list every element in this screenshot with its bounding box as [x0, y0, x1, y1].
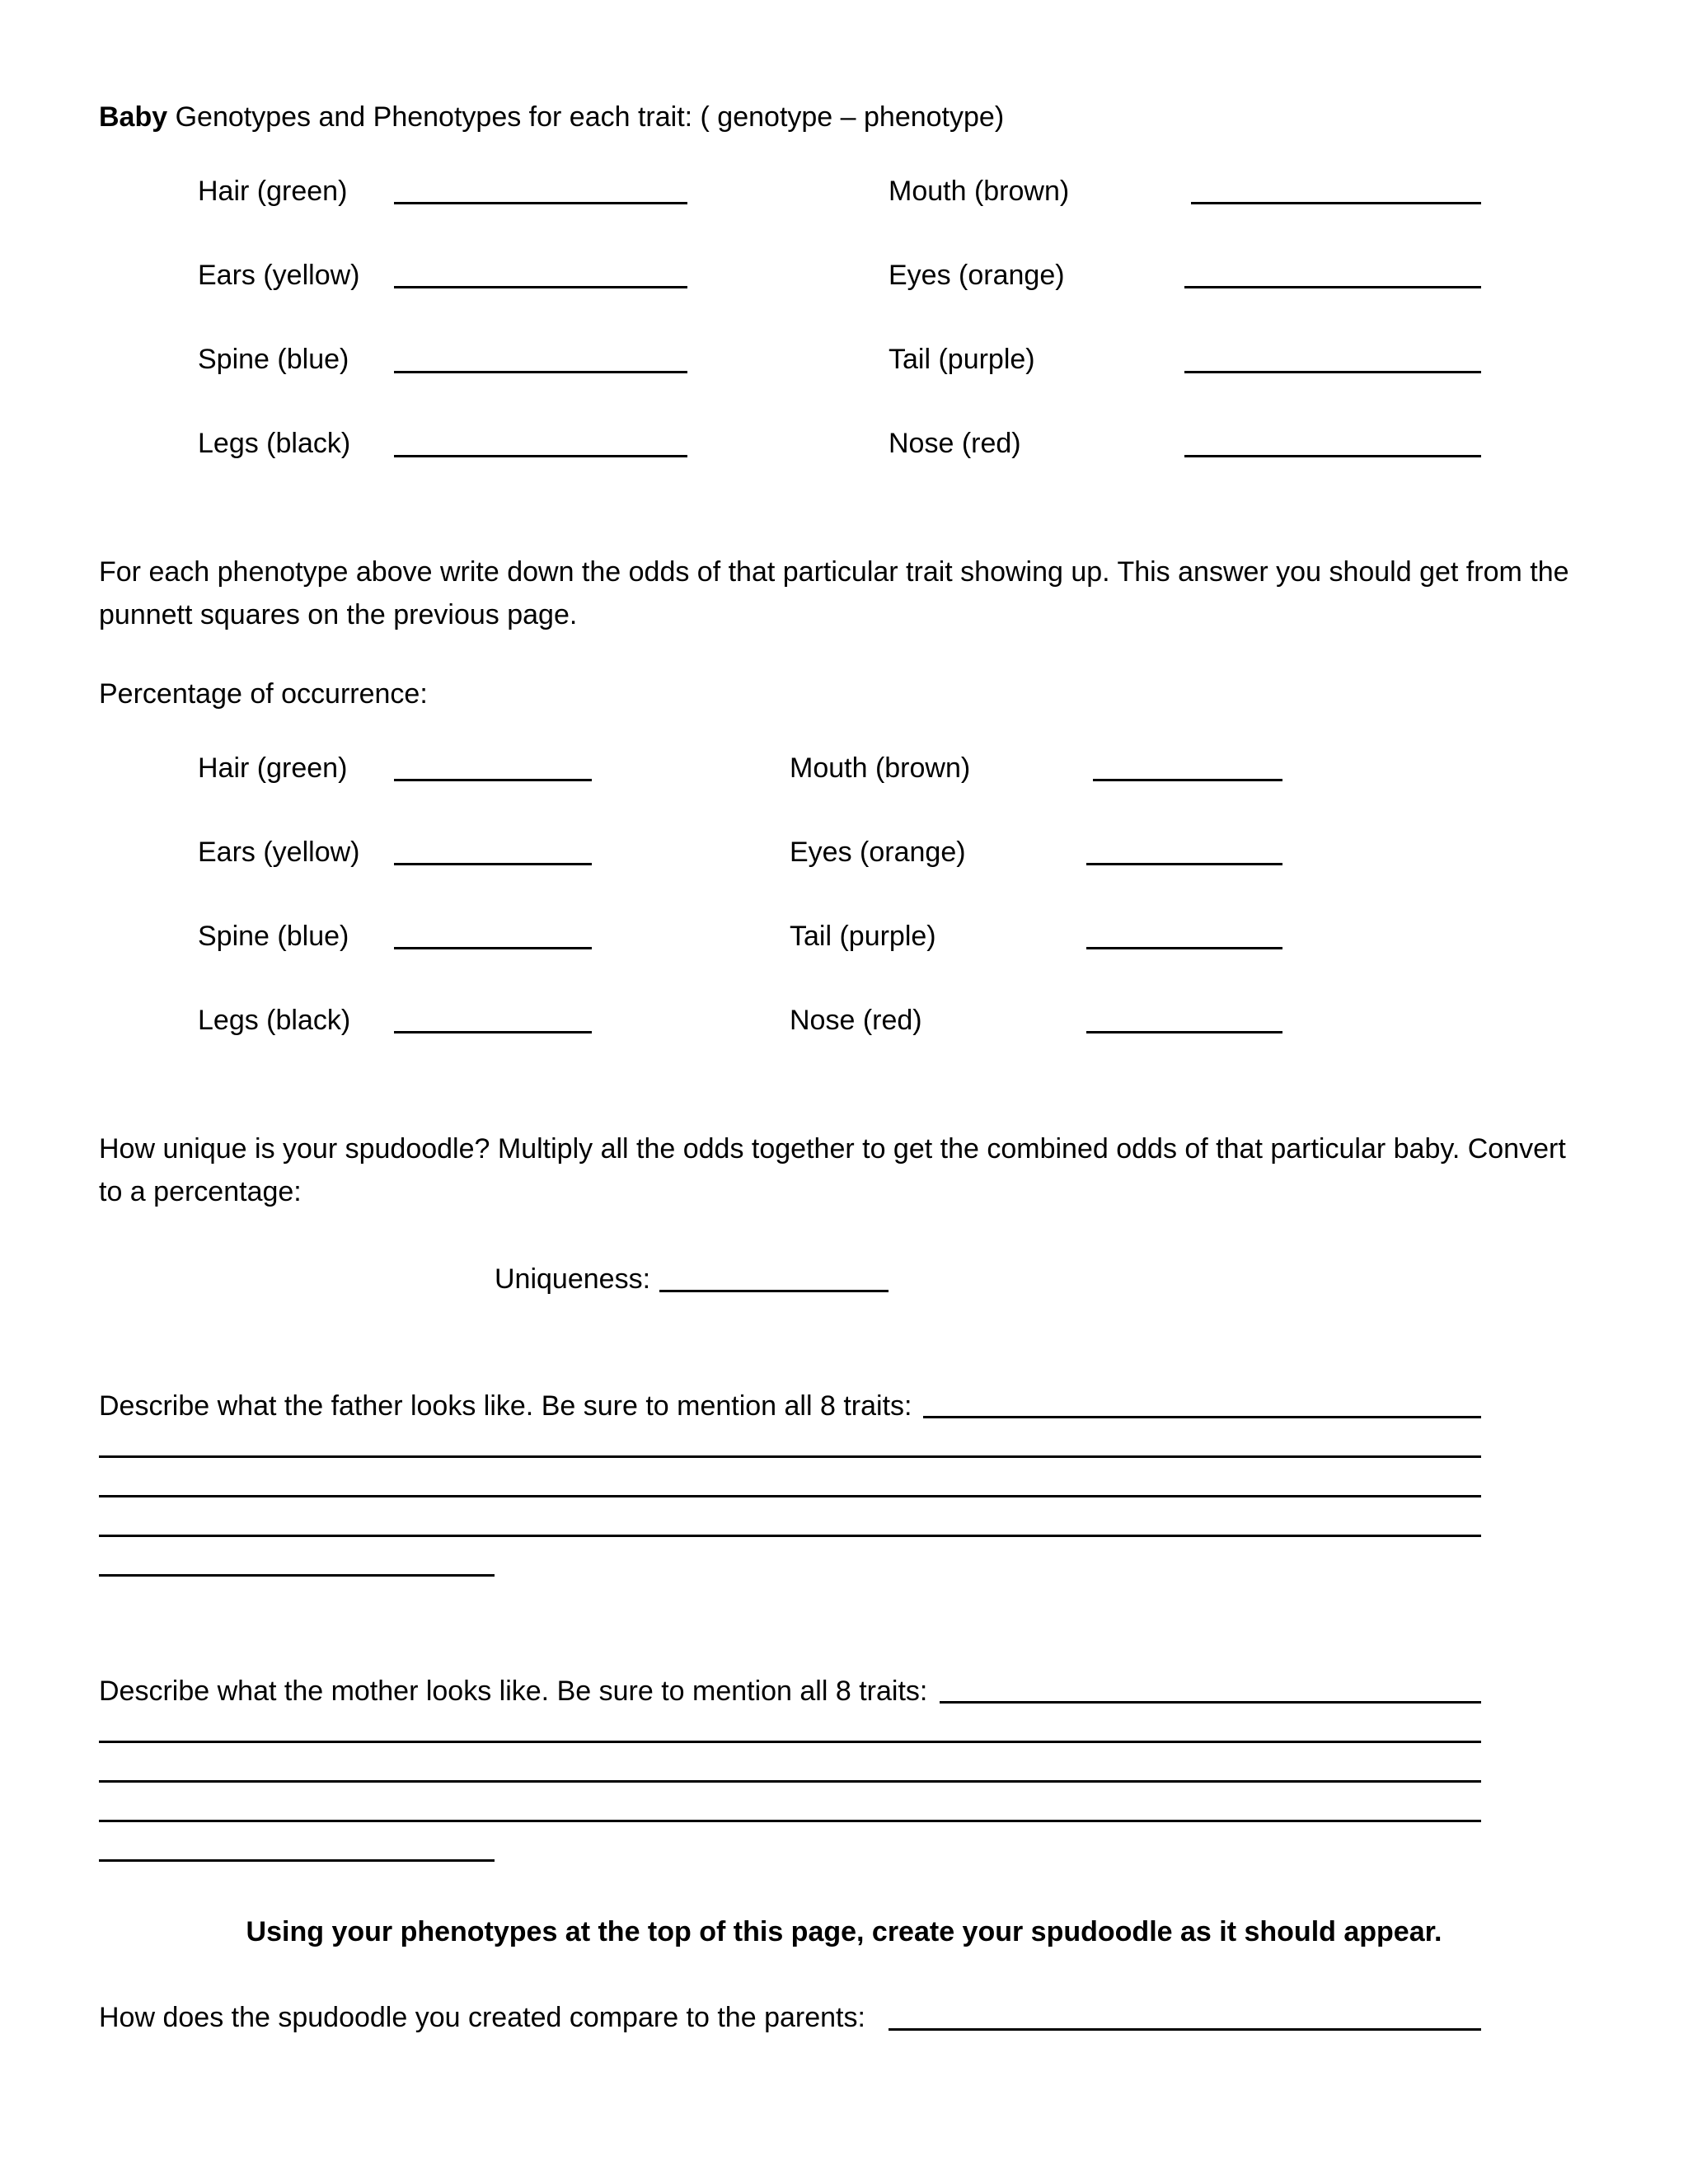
percentage-blank-spine[interactable]	[394, 947, 592, 949]
percentage-blank-mouth[interactable]	[1093, 779, 1282, 781]
mother-answer-line-1[interactable]	[940, 1701, 1481, 1704]
father-answer-line-3[interactable]	[99, 1495, 1481, 1497]
percentage-subtitle: Percentage of occurrence:	[99, 678, 428, 710]
genotype-blank-mouth[interactable]	[1191, 202, 1481, 204]
section1-title-rest: Genotypes and Phenotypes for each trait: ( genotype – phenotype)	[167, 101, 1005, 133]
percentage-blank-legs[interactable]	[394, 1031, 592, 1033]
percentage-label-ears: Ears (yellow)	[198, 837, 360, 868]
percentage-label-tail: Tail (purple)	[790, 921, 936, 952]
father-answer-line-1[interactable]	[923, 1416, 1481, 1418]
genotype-blank-hair[interactable]	[394, 202, 687, 204]
percentage-blank-eyes[interactable]	[1086, 863, 1282, 865]
compare-answer-line[interactable]	[889, 2028, 1481, 2031]
genotype-blank-spine[interactable]	[394, 371, 687, 373]
mother-answer-line-4[interactable]	[99, 1820, 1481, 1822]
father-answer-line-5[interactable]	[99, 1574, 495, 1577]
genotype-label-mouth: Mouth (brown)	[889, 176, 1070, 207]
genotype-blank-ears[interactable]	[394, 286, 687, 288]
mother-prompt: Describe what the mother looks like. Be sure to mention all 8 traits:	[99, 1675, 928, 1707]
mother-answer-line-5[interactable]	[99, 1859, 495, 1862]
compare-prompt: How does the spudoodle you created compare to the parents:	[99, 2002, 865, 2033]
genotype-blank-legs[interactable]	[394, 455, 687, 457]
percentage-label-nose: Nose (red)	[790, 1005, 922, 1036]
genotype-label-eyes: Eyes (orange)	[889, 260, 1065, 291]
percentage-blank-ears[interactable]	[394, 863, 592, 865]
uniqueness-blank[interactable]	[659, 1290, 889, 1292]
uniqueness-instructions: How unique is your spudoodle? Multiply all the odds together to get the combined odds of that particular baby. Convert to a percentage:	[99, 1133, 1566, 1207]
genotype-blank-nose[interactable]	[1184, 455, 1481, 457]
percentage-label-eyes: Eyes (orange)	[790, 837, 966, 868]
percentage-blank-nose[interactable]	[1086, 1031, 1282, 1033]
genotype-label-legs: Legs (black)	[198, 428, 351, 459]
genotype-label-spine: Spine (blue)	[198, 344, 349, 375]
father-answer-line-2[interactable]	[99, 1455, 1481, 1458]
genotype-label-ears: Ears (yellow)	[198, 260, 360, 291]
percentage-label-spine: Spine (blue)	[198, 921, 349, 952]
section1-title	[99, 101, 1004, 134]
percentage-blank-tail[interactable]	[1086, 947, 1282, 949]
genotype-label-hair: Hair (green)	[198, 176, 348, 207]
genotype-label-tail: Tail (purple)	[889, 344, 1035, 375]
uniqueness-label: Uniqueness:	[495, 1263, 651, 1295]
percentage-label-legs: Legs (black)	[198, 1005, 351, 1036]
father-answer-line-4[interactable]	[99, 1535, 1481, 1537]
genotype-blank-tail[interactable]	[1184, 371, 1481, 373]
genotype-blank-eyes[interactable]	[1184, 286, 1481, 288]
mother-answer-line-2[interactable]	[99, 1741, 1481, 1743]
percentage-label-mouth: Mouth (brown)	[790, 752, 971, 784]
percentage-blank-hair[interactable]	[394, 779, 592, 781]
genotype-label-nose: Nose (red)	[889, 428, 1021, 459]
odds-instructions: For each phenotype above write down the odds of that particular trait showing up. This answer you should get from the punnett squares on the previous page.	[99, 556, 1569, 630]
father-prompt: Describe what the father looks like. Be sure to mention all 8 traits:	[99, 1390, 912, 1422]
section1-title-bold: Baby	[99, 101, 168, 133]
mother-answer-line-3[interactable]	[99, 1780, 1481, 1783]
create-spudoodle-instruction: Using your phenotypes at the top of this page, create your spudoodle as it should appear.	[246, 1916, 1442, 1947]
percentage-label-hair: Hair (green)	[198, 752, 348, 784]
